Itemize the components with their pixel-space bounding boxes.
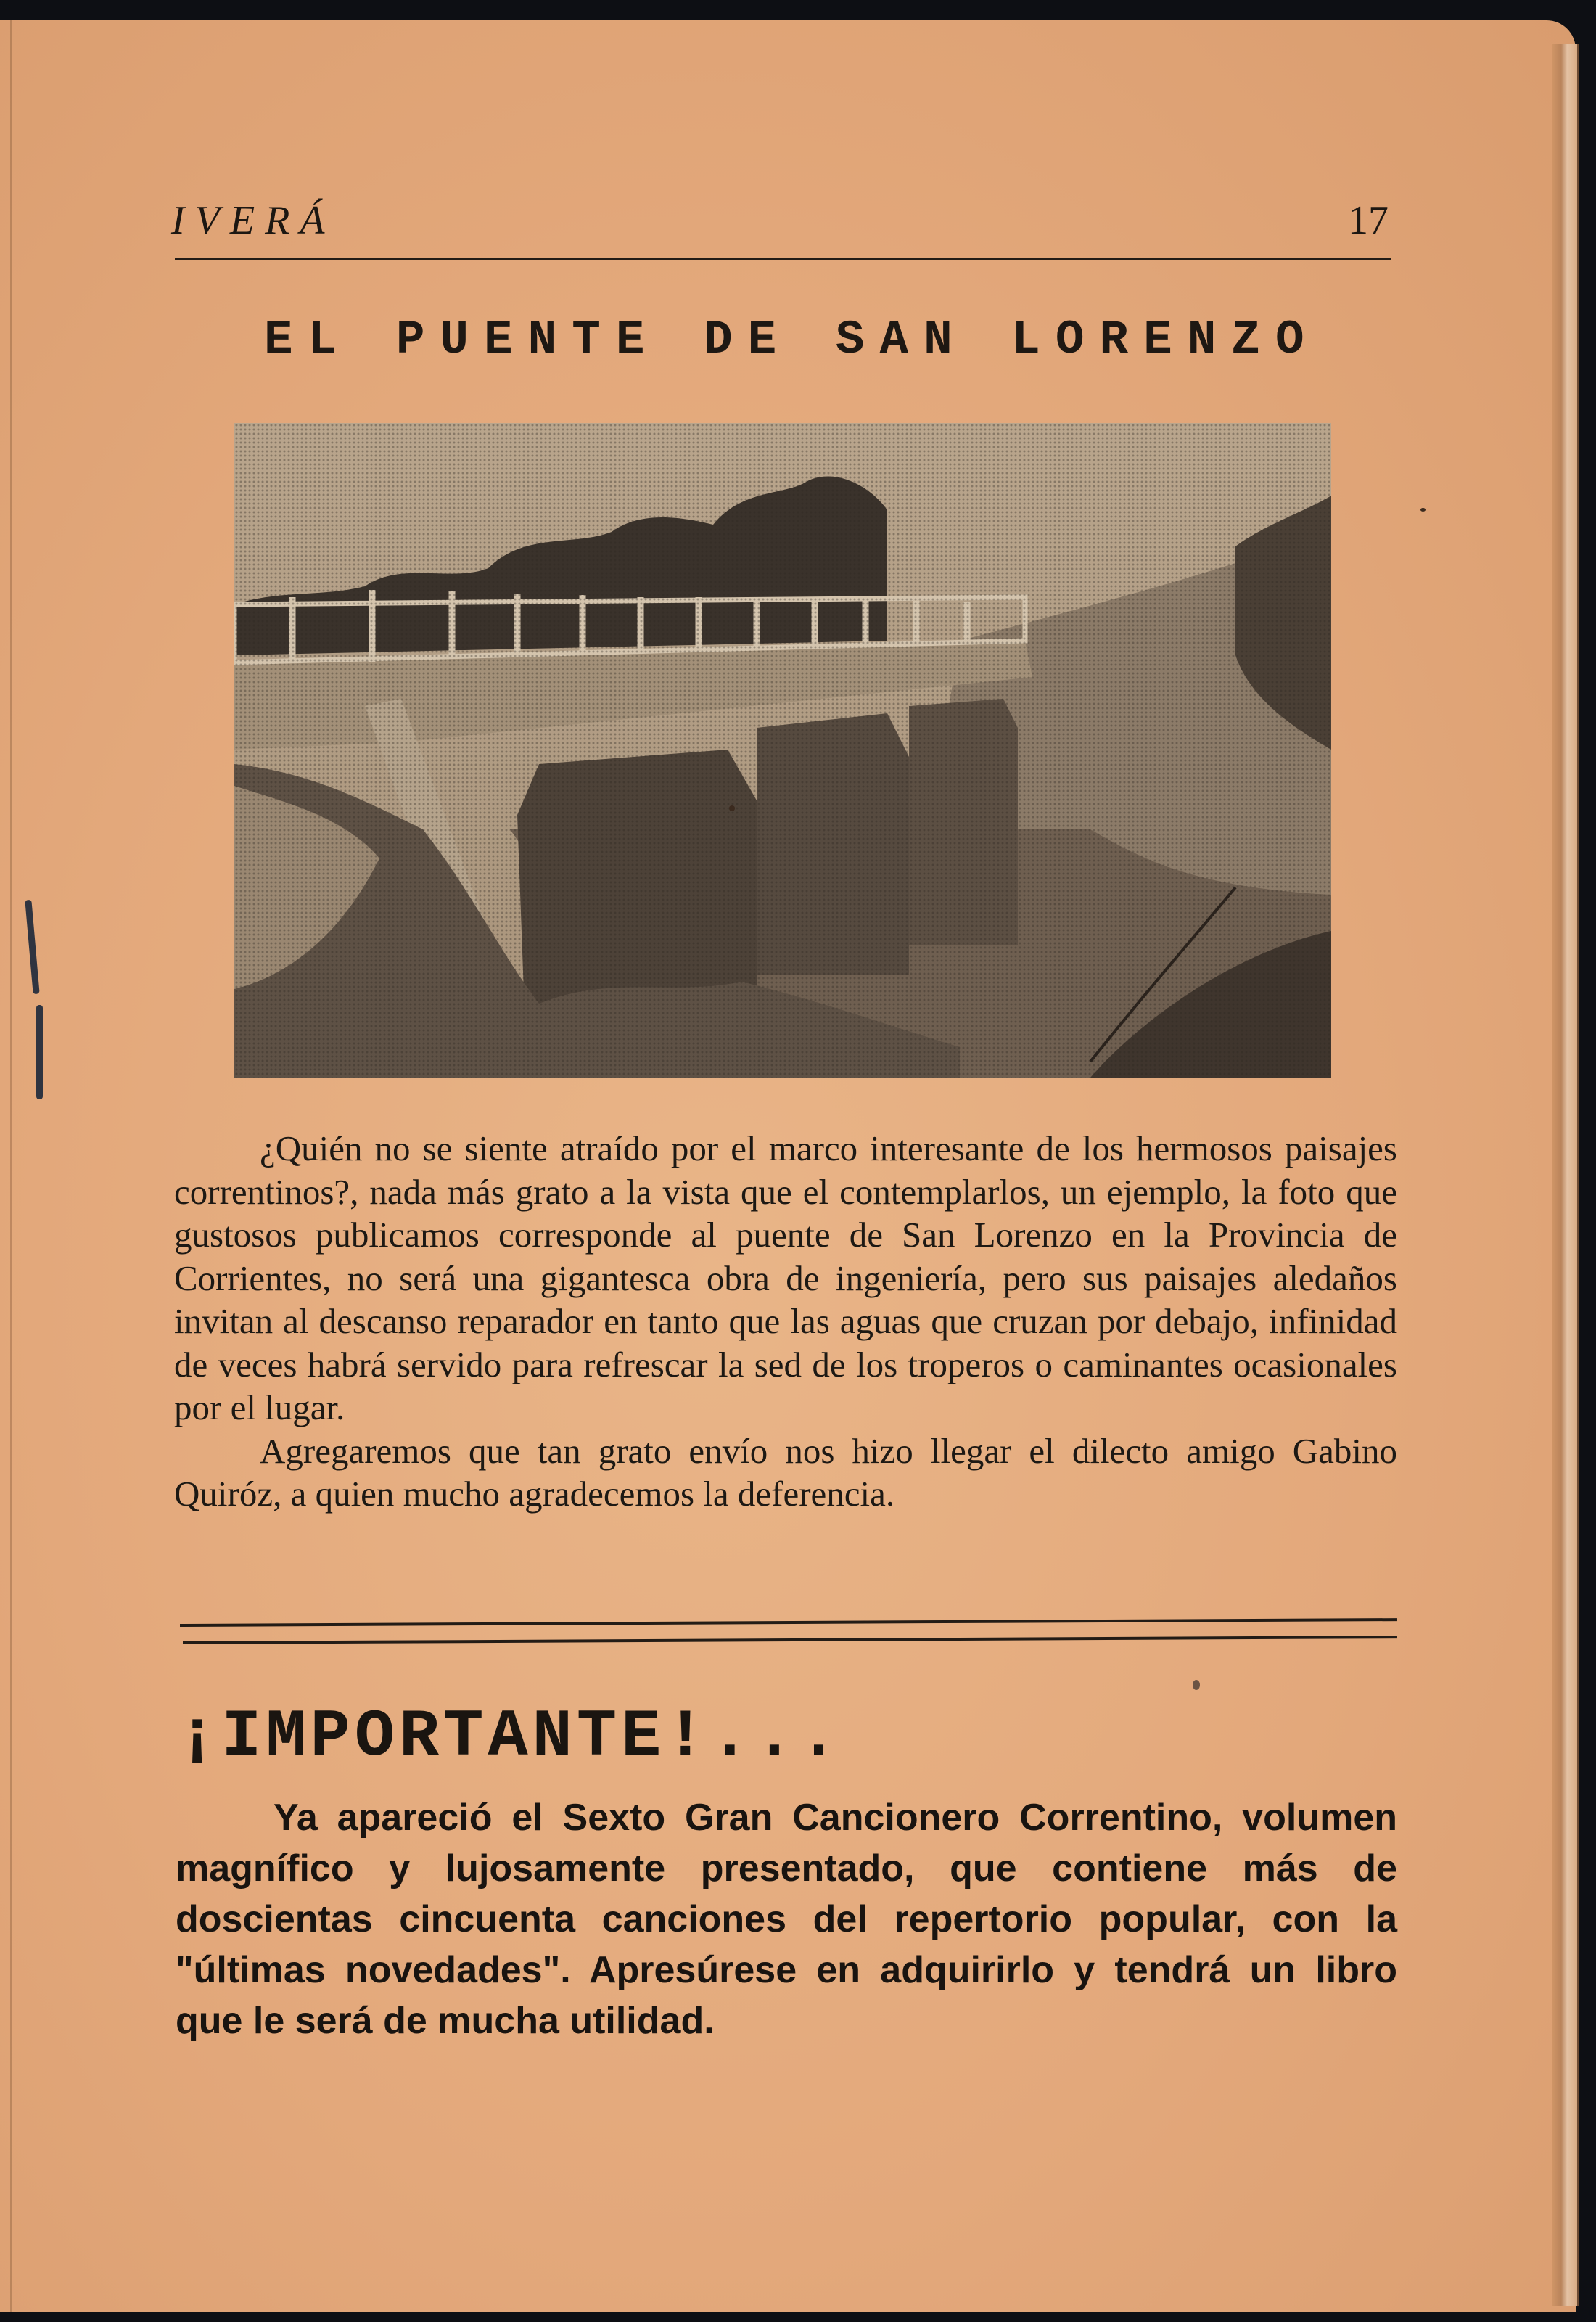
notice-body xyxy=(176,1792,1397,2046)
notice-heading: ¡IMPORTANTE!... xyxy=(177,1699,844,1775)
article-body xyxy=(174,1127,1397,1516)
paper-speck xyxy=(1420,508,1426,512)
running-title: IVERÁ xyxy=(171,198,335,243)
staple-icon xyxy=(36,1005,43,1099)
bridge-photo xyxy=(234,423,1331,1078)
page-number: 17 xyxy=(1348,198,1389,243)
notice-paragraph: Ya apareció el Sexto Gran Cancionero Correntino, volumen magnífico y lujosamente presentado, que contiene más de doscientas cincuenta canciones del repertorio popular, con la "últimas novedades". Apresúrese en adquirirlo y tendrá un libro que le será de mucha utilidad. xyxy=(176,1797,1397,2042)
article-paragraph: ¿Quién no se siente atraído por el marco interesante de los hermosos paisajes correntinos?, nada más grato a la vista que el contemplarlos, un ejemplo, la foto que gustosos publicamos corresponde al puente de San Lorenzo en la Provincia de Corrientes, no será una gigantesca obra de ingeniería, pero sus paisajes aledaños invitan al descanso reparador en tanto que las aguas que cruzan por debajo, infinidad de veces habrá servido para refrescar la sed de los troperos o caminantes ocasionales por el lugar. xyxy=(174,1128,1397,1427)
paper-speck xyxy=(1193,1680,1200,1690)
page-stack-edge xyxy=(1552,44,1579,2306)
binding-fold xyxy=(10,20,12,2312)
paper-speck xyxy=(729,805,735,811)
article-title: EL PUENTE DE SAN LORENZO xyxy=(264,313,1320,367)
header-rule xyxy=(175,258,1391,260)
article-paragraph: Agregaremos que tan grato envío nos hizo llegar el dilecto amigo Gabino Quiróz, a quien mucho agradecemos la deferencia. xyxy=(174,1430,1397,1514)
